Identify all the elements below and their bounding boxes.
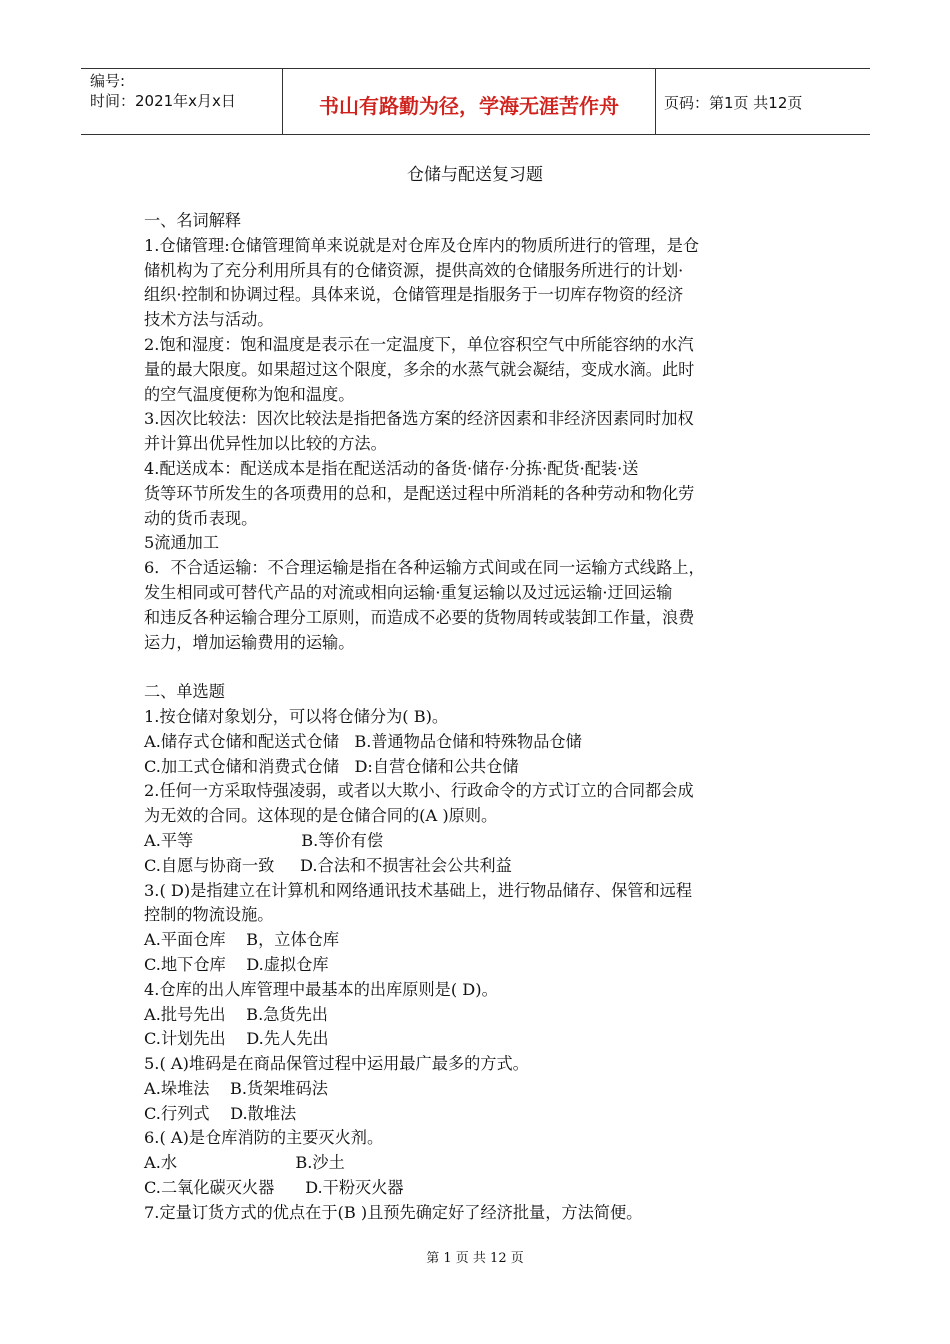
document-body [144,209,814,1226]
text-line: A.水 B.沙土 [144,1153,345,1173]
text-line: A.批号先出 B.急货先出 [144,1004,328,1024]
text-line: 组织·控制和协调过程。具体来说，仓储管理是指服务于一切库存物资的经济 [144,285,684,305]
text-line: 控制的物流设施。 [144,905,274,925]
text-line: 4.仓库的出人库管理中最基本的出库原则是( D)。 [144,979,498,999]
text-line: 并计算出优异性加以比较的方法。 [144,434,387,454]
text-line: 量的最大限度。如果超过这个限度，多余的水蒸气就会凝结，变成水滴。此时 [144,359,695,379]
text-line: 1.仓储管理:仓储管理简单来说就是对仓库及仓库内的物质所进行的管理，是仓 [144,235,700,255]
section-heading: 一、名词解释 [144,211,242,230]
text-line: 的空气温度便称为饱和温度。 [144,384,355,404]
text-line: 储机构为了充分利用所具有的仓储资源，提供高效的仓储服务所进行的计划· [144,260,684,280]
text-line: 2.饱和湿度：饱和温度是表示在一定温度下，单位容积空气中所能容纳的水汽 [144,334,694,354]
text-line: 6．不合适运输：不合理运输是指在各种运输方式间或在同一运输方式线路上， [144,558,705,578]
header-meta [90,71,236,111]
text-line: C.地下仓库 D.虚拟仓库 [144,954,329,974]
page-footer: 第 1 页 共 12 页 [426,1251,524,1266]
section-definitions [144,234,814,656]
text-line: 5流通加工 [144,533,220,553]
header-bottom-rule [81,134,870,135]
document-date: 时间：2021年x月x日 [90,92,236,110]
text-line: C.计划先出 D.先人先出 [144,1029,329,1049]
section-heading: 二、单选题 [144,682,225,702]
text-line: 和违反各种运输合理分工原则，而造成不必要的货物周转或装卸工作量，浪费 [144,607,695,627]
text-line: 4.配送成本：配送成本是指在配送活动的备货·储存·分拣·配货·配装·送 [144,458,639,478]
text-line: 3.因次比较法：因次比较法是指把备选方案的经济因素和非经济因素同时加权 [144,409,694,429]
text-line: 发生相同或可替代产品的对流或相向运输·重复运输以及过远运输·迂回运输 [144,582,673,602]
text-line: 7.定量订货方式的优点在于(B )且预先确定好了经济批量，方法简便。 [144,1202,643,1222]
text-line: 6.( A)是仓库消防的主要灭火剂。 [144,1128,384,1148]
text-line: 1.按仓储对象划分，可以将仓储分为( B)。 [144,706,449,726]
header-divider-right [655,68,656,134]
text-line: 货等环节所发生的各项费用的总和，是配送过程中所消耗的各种劳动和物化劳 [144,483,695,503]
text-line: A.平等 B.等价有偿 [144,830,384,850]
text-line: A.储存式仓储和配送式仓储 B.普通物品仓储和特殊物品仓储 [144,731,582,751]
header-top-rule [81,68,870,69]
text-line: 动的货币表现。 [144,508,258,528]
text-line: A.平面仓库 B，立体仓库 [144,930,340,950]
text-line: 3.( D)是指建立在计算机和网络通讯技术基础上，进行物品储存、保管和远程 [144,880,693,900]
document-title: 仓储与配送复习题 [407,165,543,185]
text-line: 2.任何一方采取恃强凌弱，或者以大欺小、行政命令的方式订立的合同都会成 [144,781,694,801]
section-gap [144,655,814,680]
header-page-info: 页码：第1页 共12页 [664,94,803,112]
document-number: 编号: [90,72,126,90]
text-line: C.二氧化碳灭火器 D.干粉灭火器 [144,1178,404,1198]
text-line: 为无效的合同。这体现的是仓储合同的(A )原则。 [144,806,498,826]
text-line: C.自愿与协商一致 D.合法和不损害社会公共利益 [144,855,512,875]
text-line: 运力，增加运输费用的运输。 [144,632,355,652]
header-motto: 书山有路勤为径，学海无涯苦作舟 [319,94,619,118]
text-line: 5.( A)堆码是在商品保管过程中运用最广最多的方式。 [144,1054,529,1074]
text-line: A.垛堆法 B.货架堆码法 [144,1078,328,1098]
text-line: C.加工式仓储和消费式仓储 D:自营仓储和公共仓储 [144,756,519,776]
text-line: 技术方法与活动。 [144,310,274,330]
text-line: C.行列式 D.散堆法 [144,1103,297,1123]
section-single-choice [144,705,814,1226]
